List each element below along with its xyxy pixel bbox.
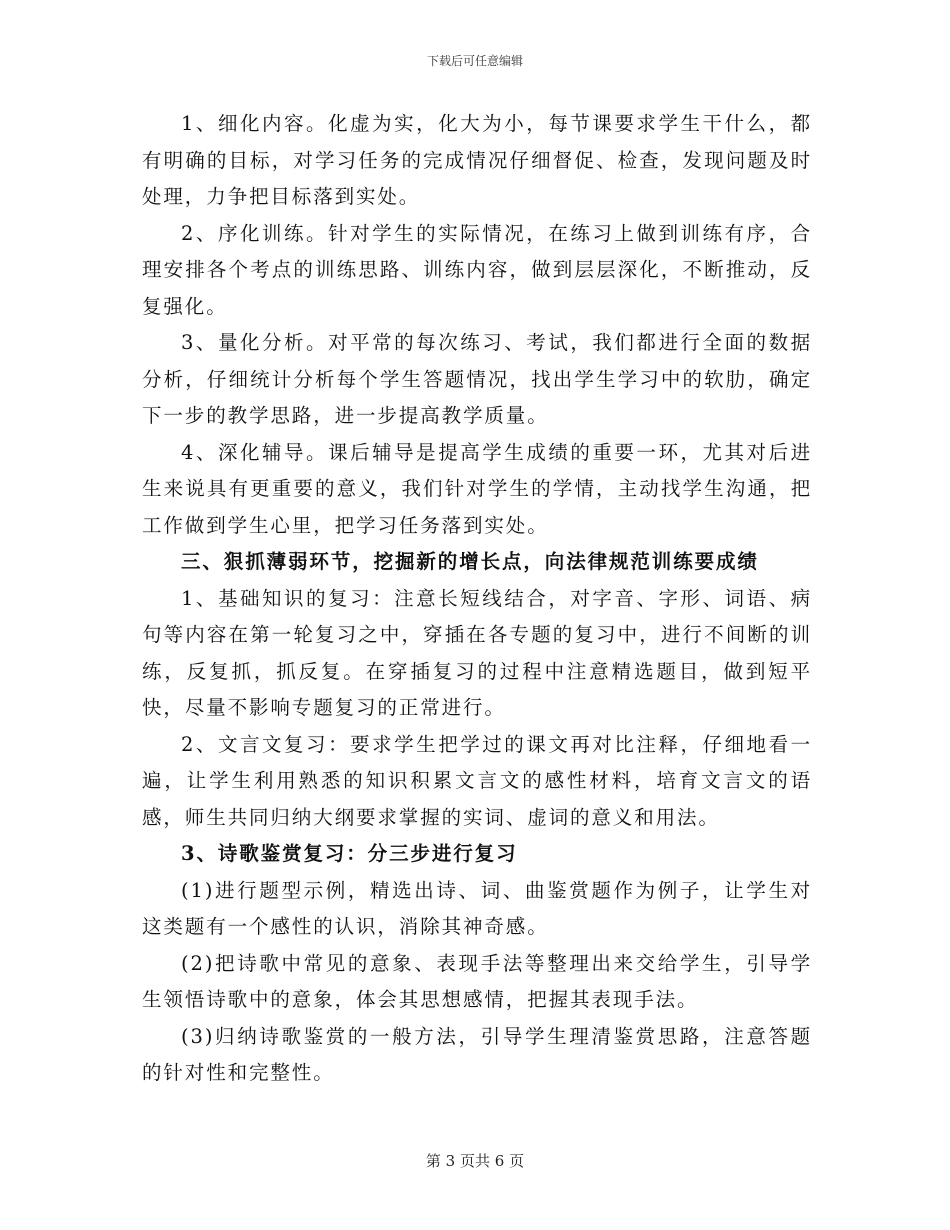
section-heading-weak-links: 三、狠抓薄弱环节，挖掘新的增长点，向法律规范训练要成绩 (181, 550, 759, 573)
paragraph-quantify-analysis: 3、量化分析。对平常的每次练习、考试，我们都进行全面的数据分析，仔细统计分析每个学生答题情况，找出学生学习中的软肋，确定下一步的教学思路，进一步提高教学质量。 (142, 331, 812, 427)
paragraph-sequence-training: 2、序化训练。针对学生的实际情况，在练习上做到训练有序，合理安排各个考点的训练思路、训练内容，做到层层深化，不断推动，反复强化。 (142, 221, 812, 318)
document-body (142, 106, 812, 1092)
paragraph-basic-knowledge: 1、基础知识的复习：注意长短线结合，对字音、字形、词语、病句等内容在第一轮复习之中，穿插在各专题的复习中，进行不间断的训练，反复抓，抓反复。在穿插复习的过程中注意精选题目，做到短平快，尽量不影响专题复习的正常进行。 (142, 586, 812, 719)
page-header: 下载后可任意编辑 (426, 54, 523, 68)
paragraph-poetry-step-2: (2)把诗歌中常见的意象、表现手法等整理出来交给学生，引导学生领悟诗歌中的意象，体会其思想感情，把握其表现手法。 (142, 951, 812, 1011)
paragraph-poetry-step-3: (3)归纳诗歌鉴赏的一般方法，引导学生理清鉴赏思路，注意答题的针对性和完整性。 (142, 1024, 812, 1084)
subheading-poetry-appreciation: 3、诗歌鉴赏复习：分三步进行复习 (181, 842, 518, 865)
page-number: 第 3 页共 6 页 (425, 1152, 525, 1170)
paragraph-poetry-step-1: (1)进行题型示例，精选出诗、词、曲鉴赏题作为例子，让学生对这类题有一个感性的认识，消除其神奇感。 (142, 878, 812, 938)
paragraph-refine-content: 1、细化内容。化虚为实，化大为小，每节课要求学生干什么，都有明确的目标，对学习任务的完成情况仔细督促、检查，发现问题及时处理，力争把目标落到实处。 (142, 112, 812, 208)
paragraph-deepen-tutoring: 4、深化辅导。课后辅导是提高学生成绩的重要一环，尤其对后进生来说具有更重要的意义，我们针对学生的学情，主动找学生沟通，把工作做到学生心里，把学习任务落到实处。 (142, 440, 812, 537)
paragraph-classical-chinese: 2、文言文复习：要求学生把学过的课文再对比注释，仔细地看一遍，让学生利用熟悉的知识积累文言文的感性材料，培育文言文的语感，师生共同归纳大纲要求掌握的实词、虚词的意义和用法。 (142, 732, 812, 829)
